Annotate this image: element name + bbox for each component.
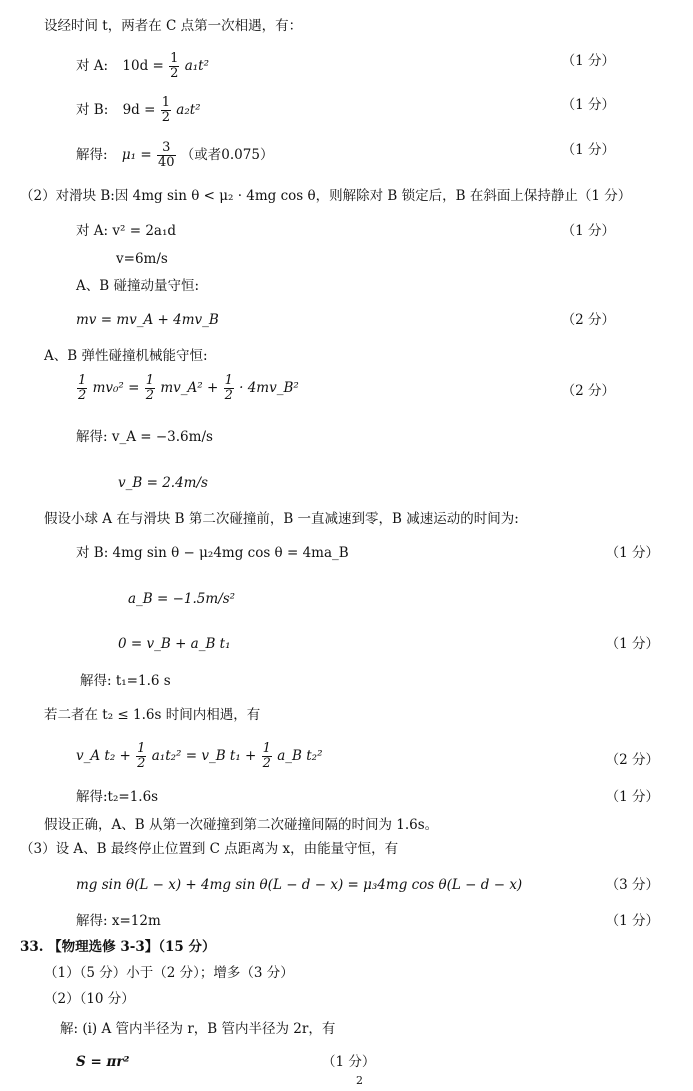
fraction-numerator: 3 bbox=[157, 141, 176, 156]
equation-line: 解得: x=12m bbox=[76, 913, 161, 929]
text-line: A、B 碰撞动量守恒: bbox=[76, 278, 200, 294]
fraction-denominator: 2 bbox=[262, 756, 271, 771]
equation-left: 9d = bbox=[122, 102, 156, 118]
text-line: （1）（5 分）小于（2 分）；增多（3 分） bbox=[44, 965, 294, 981]
equation-left: μ₁ = bbox=[121, 147, 152, 163]
equation-part: v_A t₂ + bbox=[76, 748, 131, 764]
equation-line: 解得: v_A = −3.6m/s bbox=[76, 429, 213, 445]
equation-right: a₁t² bbox=[184, 58, 210, 74]
equation-line: S = πr² bbox=[76, 1054, 130, 1070]
fraction-numerator: 1 bbox=[145, 373, 155, 388]
score: （1 分） bbox=[605, 913, 659, 929]
equation-part: a_B t₂² bbox=[277, 748, 323, 764]
equation-label: 对 B: bbox=[76, 102, 109, 118]
score: （1 分） bbox=[561, 223, 615, 239]
equation-line bbox=[76, 52, 209, 81]
fraction bbox=[136, 742, 146, 771]
score: （1 分） bbox=[561, 97, 615, 113]
equation-line bbox=[76, 96, 201, 125]
score: （3 分） bbox=[605, 877, 659, 893]
fraction-numerator: 1 bbox=[224, 373, 233, 388]
text-line: 若二者在 t₂ ≤ 1.6s 时间内相遇，有 bbox=[44, 707, 261, 723]
equation-line: 对 A: v² = 2a₁d bbox=[76, 223, 177, 239]
score: （1 分） bbox=[605, 636, 659, 652]
text-line: （2）（10 分） bbox=[44, 991, 135, 1007]
fraction-denominator: 2 bbox=[78, 388, 87, 403]
fraction bbox=[145, 374, 155, 403]
fraction bbox=[161, 96, 171, 125]
fraction-denominator: 40 bbox=[157, 155, 175, 170]
text-line: 设经时间 t，两者在 C 点第一次相遇，有： bbox=[44, 18, 303, 34]
score: （1 分） bbox=[561, 53, 615, 69]
score: （1 分） bbox=[322, 1054, 376, 1070]
fraction bbox=[262, 742, 272, 771]
equation-note: （或者0.075） bbox=[180, 147, 274, 163]
score: （2 分） bbox=[561, 312, 615, 328]
fraction-numerator: 1 bbox=[137, 741, 146, 756]
fraction-denominator: 2 bbox=[137, 756, 146, 771]
equation-line bbox=[76, 141, 273, 170]
equation-part: mv₀² = bbox=[92, 380, 140, 396]
text-line: A、B 弹性碰撞机械能守恒: bbox=[44, 348, 208, 364]
equation-line: 对 B: 4mg sin θ − μ₂4mg cos θ = 4ma_B bbox=[76, 545, 349, 561]
text-line: 假设小球 A 在与滑块 B 第二次碰撞前，B 一直减速到零，B 减速运动的时间为: bbox=[44, 511, 519, 527]
score: （1 分） bbox=[605, 545, 659, 561]
equation-right: a₂t² bbox=[176, 102, 201, 118]
fraction bbox=[224, 374, 234, 403]
fraction bbox=[77, 374, 87, 403]
fraction-denominator: 2 bbox=[161, 110, 170, 125]
equation-line bbox=[76, 374, 299, 403]
fraction-denominator: 2 bbox=[170, 66, 179, 81]
score: （1 分） bbox=[561, 142, 615, 158]
text-line: 解: (i) A 管内半径为 r，B 管内半径为 2r，有 bbox=[60, 1021, 336, 1037]
text-line: （2）对滑块 B:因 4mg sin θ < μ₂ · 4mg cos θ，则解除对 B 锁定后，B 在斜面上保持静止（1 分） bbox=[20, 188, 632, 204]
fraction bbox=[157, 141, 176, 170]
equation-line: mg sin θ(L − x) + 4mg sin θ(L − d − x) = μ₃4mg cos θ(L − d − x) bbox=[76, 877, 523, 893]
fraction bbox=[169, 52, 179, 81]
fraction-numerator: 1 bbox=[78, 373, 87, 388]
equation-label: 解得: bbox=[76, 147, 108, 163]
equation-part: · 4mv_B² bbox=[239, 380, 299, 396]
equation-label: 对 A: bbox=[76, 58, 109, 74]
fraction-denominator: 2 bbox=[145, 388, 155, 403]
score: （1 分） bbox=[605, 789, 659, 805]
score: （2 分） bbox=[605, 752, 659, 768]
text-line: 假设正确，A、B 从第一次碰撞到第二次碰撞间隔的时间为 1.6s。 bbox=[44, 817, 439, 833]
equation-part: mv_A² + bbox=[160, 380, 219, 396]
page-number: 2 bbox=[356, 1074, 363, 1087]
section-heading: 33. 【物理选修 3-3】（15 分） bbox=[20, 939, 216, 955]
equation-part: a₁t₂² = v_B t₁ + bbox=[151, 748, 257, 764]
fraction-denominator: 2 bbox=[224, 388, 233, 403]
fraction-numerator: 1 bbox=[170, 51, 179, 66]
equation-line: 解得:t₂=1.6s bbox=[76, 789, 159, 805]
equation-line: v=6m/s bbox=[116, 251, 168, 267]
text-line: （3）设 A、B 最终停止位置到 C 点距离为 x，由能量守恒，有 bbox=[20, 841, 399, 857]
equation-line bbox=[76, 742, 323, 771]
equation-line: 解得: t₁=1.6 s bbox=[80, 673, 171, 689]
fraction-numerator: 1 bbox=[161, 95, 170, 110]
equation-line: a_B = −1.5m/s² bbox=[128, 591, 236, 607]
equation-line: v_B = 2.4m/s bbox=[118, 475, 208, 491]
equation-line: 0 = v_B + a_B t₁ bbox=[118, 636, 231, 652]
score: （2 分） bbox=[561, 383, 615, 399]
equation-left: 10d = bbox=[122, 58, 164, 74]
equation-line: mv = mv_A + 4mv_B bbox=[76, 312, 219, 328]
fraction-numerator: 1 bbox=[262, 741, 271, 756]
